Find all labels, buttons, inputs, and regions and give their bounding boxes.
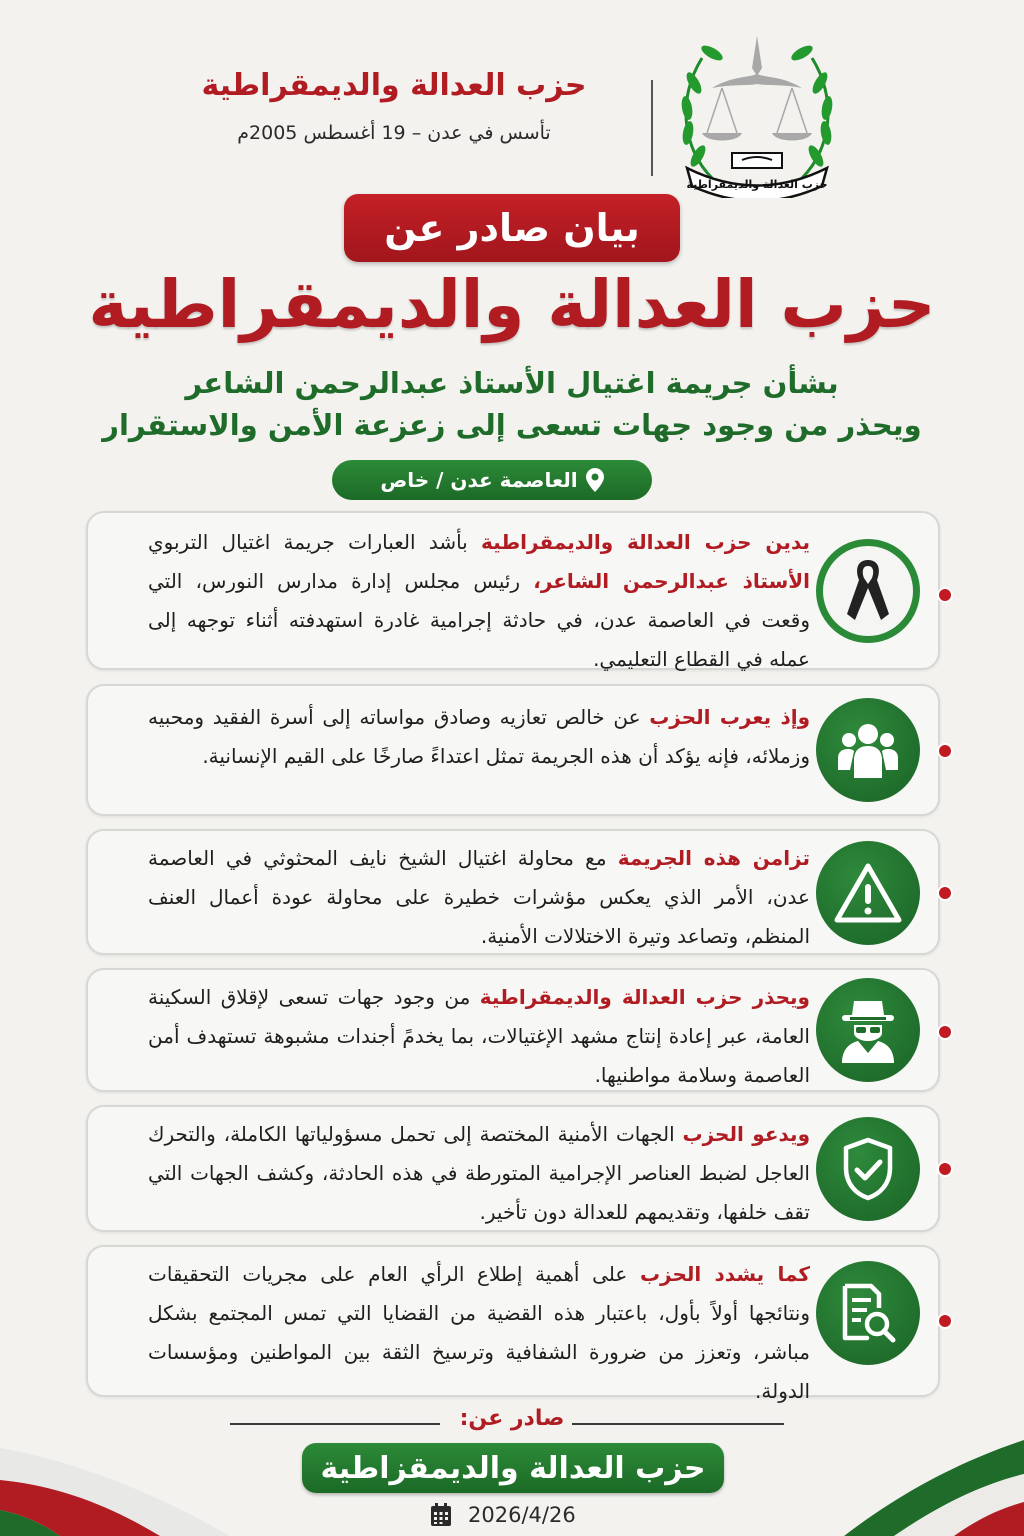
- shield-check-icon: [840, 1136, 896, 1202]
- card-body: من وجود جهات تسعى لإقلاق السكينة العامة، عبر إعادة إنتاج مشهد الإغتيالات، بما يخدمً أجندات مشبوهة تستهدف أمن العاصمة وسلامة مواطنيها.: [148, 985, 810, 1087]
- document-search-icon: [837, 1282, 899, 1344]
- people-group-icon: [836, 722, 900, 778]
- card-highlight: كما يشدد الحزب: [639, 1262, 810, 1286]
- card-icon-circle: [816, 1261, 920, 1365]
- handshake-icon: [732, 153, 782, 168]
- card-highlight: يدين حزب العدالة والديمقراطية: [481, 530, 810, 554]
- card-text: [148, 523, 810, 679]
- card-icon-circle: [816, 698, 920, 802]
- card-icon-circle: [816, 539, 920, 643]
- card-highlight: وإذ يعرب الحزب: [649, 705, 810, 729]
- red-dot-marker: [939, 589, 951, 601]
- red-dot-marker: [939, 1315, 951, 1327]
- card-text: [148, 839, 810, 956]
- statement-card-transparency: [86, 1245, 940, 1403]
- card-highlight: ويدعو الحزب: [682, 1122, 810, 1146]
- founded-date: تأسس في عدن – 19 أغسطس 2005م: [237, 122, 551, 144]
- location-text: العاصمة عدن / خاص: [380, 468, 578, 492]
- red-dot-marker: [939, 745, 951, 757]
- location-badge: [332, 460, 652, 500]
- logo-text: حزب العدالة والديمقراطية: [686, 178, 828, 191]
- warning-triangle-icon: [833, 862, 903, 924]
- issue-date: 2026/4/26: [468, 1503, 576, 1527]
- card-body-2: رئيس مجلس إدارة مدارس النورس، التي وقعت في العاصمة عدن، في حادثة إجرامية غادرة استهدفته أثناء توجهه إلى عمله في القطاع التعليمي.: [148, 569, 810, 671]
- card-text: [148, 698, 810, 776]
- issued-by-label: صادر عن:: [459, 1406, 565, 1431]
- red-dot-marker: [939, 1026, 951, 1038]
- header-divider: [651, 80, 653, 176]
- card-body: الجهات الأمنية المختصة إلى تحمل مسؤولياتها الكاملة، والتحرك العاجل لضبط العناصر الإجرامية المتورطة في هذه الحادثة، وكشف الجهات التي تقف خلفها، وتقديمهم للعدالة دون تأخير.: [148, 1122, 810, 1224]
- subtitle-line-1: بشأن جريمة اغتيال الأستاذ عبدالرحمن الشاعر: [185, 366, 839, 400]
- card-body: مع محاولة اغتيال الشيخ نايف المحثوثي في العاصمة عدن، الأمر الذي يعكس مؤشرات خطيرة على محاولة عودة أعمال العنف المنظم، وتصاعد وتيرة الاختلالات الأمنية.: [148, 846, 810, 948]
- header: [0, 20, 1024, 190]
- statement-card-condemnation: [86, 511, 940, 670]
- map-pin-icon: [586, 468, 604, 492]
- footer-party-name: حزب العدالة والديمقزاطية: [302, 1443, 724, 1493]
- card-highlight: تزامن هذه الجريمة: [617, 846, 810, 870]
- card-text: [148, 1115, 810, 1232]
- card-highlight: ويحذر حزب العدالة والديمقراطية: [479, 985, 810, 1009]
- calendar-icon: [430, 1503, 452, 1527]
- card-body: بأشد العبارات جريمة اغتيال التربوي: [148, 530, 482, 554]
- flag-ribbon-left: [0, 1440, 260, 1536]
- party-logo: [672, 28, 842, 198]
- statement-badge: بيان صادر عن: [344, 194, 680, 262]
- card-icon-circle: [816, 978, 920, 1082]
- main-title: حزب العدالة والديمقراطية: [88, 266, 936, 343]
- date-row: [430, 1500, 630, 1530]
- card-icon-circle: [816, 841, 920, 945]
- subtitle-line-2: ويحذر من وجود جهات تسعى إلى زعزعة الأمن والاستقرار: [102, 408, 922, 442]
- statement-card-threat: [86, 968, 940, 1092]
- statement-card-call-to-action: [86, 1105, 940, 1232]
- header-party-name: حزب العدالة والديمقراطية: [201, 68, 587, 103]
- spy-agent-icon: [836, 997, 900, 1063]
- statement-card-condolence: [86, 684, 940, 816]
- statement-card-warning: [86, 829, 940, 955]
- red-dot-marker: [939, 1163, 951, 1175]
- flag-ribbon-right: [744, 1440, 1024, 1536]
- card-highlight-2: الأستاذ عبدالرحمن الشاعر،: [533, 569, 810, 593]
- card-icon-circle: [816, 1117, 920, 1221]
- card-body: عن خالص تعازيه وصادق مواساته إلى أسرة الفقيد ومحبيه وزملائه، فإنه يؤكد أن هذه الجريمة تمثل اعتداءً صارخًا على القيم الإنسانية.: [148, 705, 810, 768]
- black-ribbon-icon: [843, 556, 893, 626]
- card-text: [148, 1255, 810, 1411]
- red-dot-marker: [939, 887, 951, 899]
- card-text: [148, 978, 810, 1095]
- card-body: على أهمية إطلاع الرأي العام على مجريات التحقيقات ونتائجها أولاً بأول، باعتبار هذه القضية من القضايا التي تمس المجتمع بشكل مباشر، وتعزز من ضرورة الشفافية وترسيخ الثقة بين المواطنين ومؤسسات الدولة.: [148, 1262, 810, 1403]
